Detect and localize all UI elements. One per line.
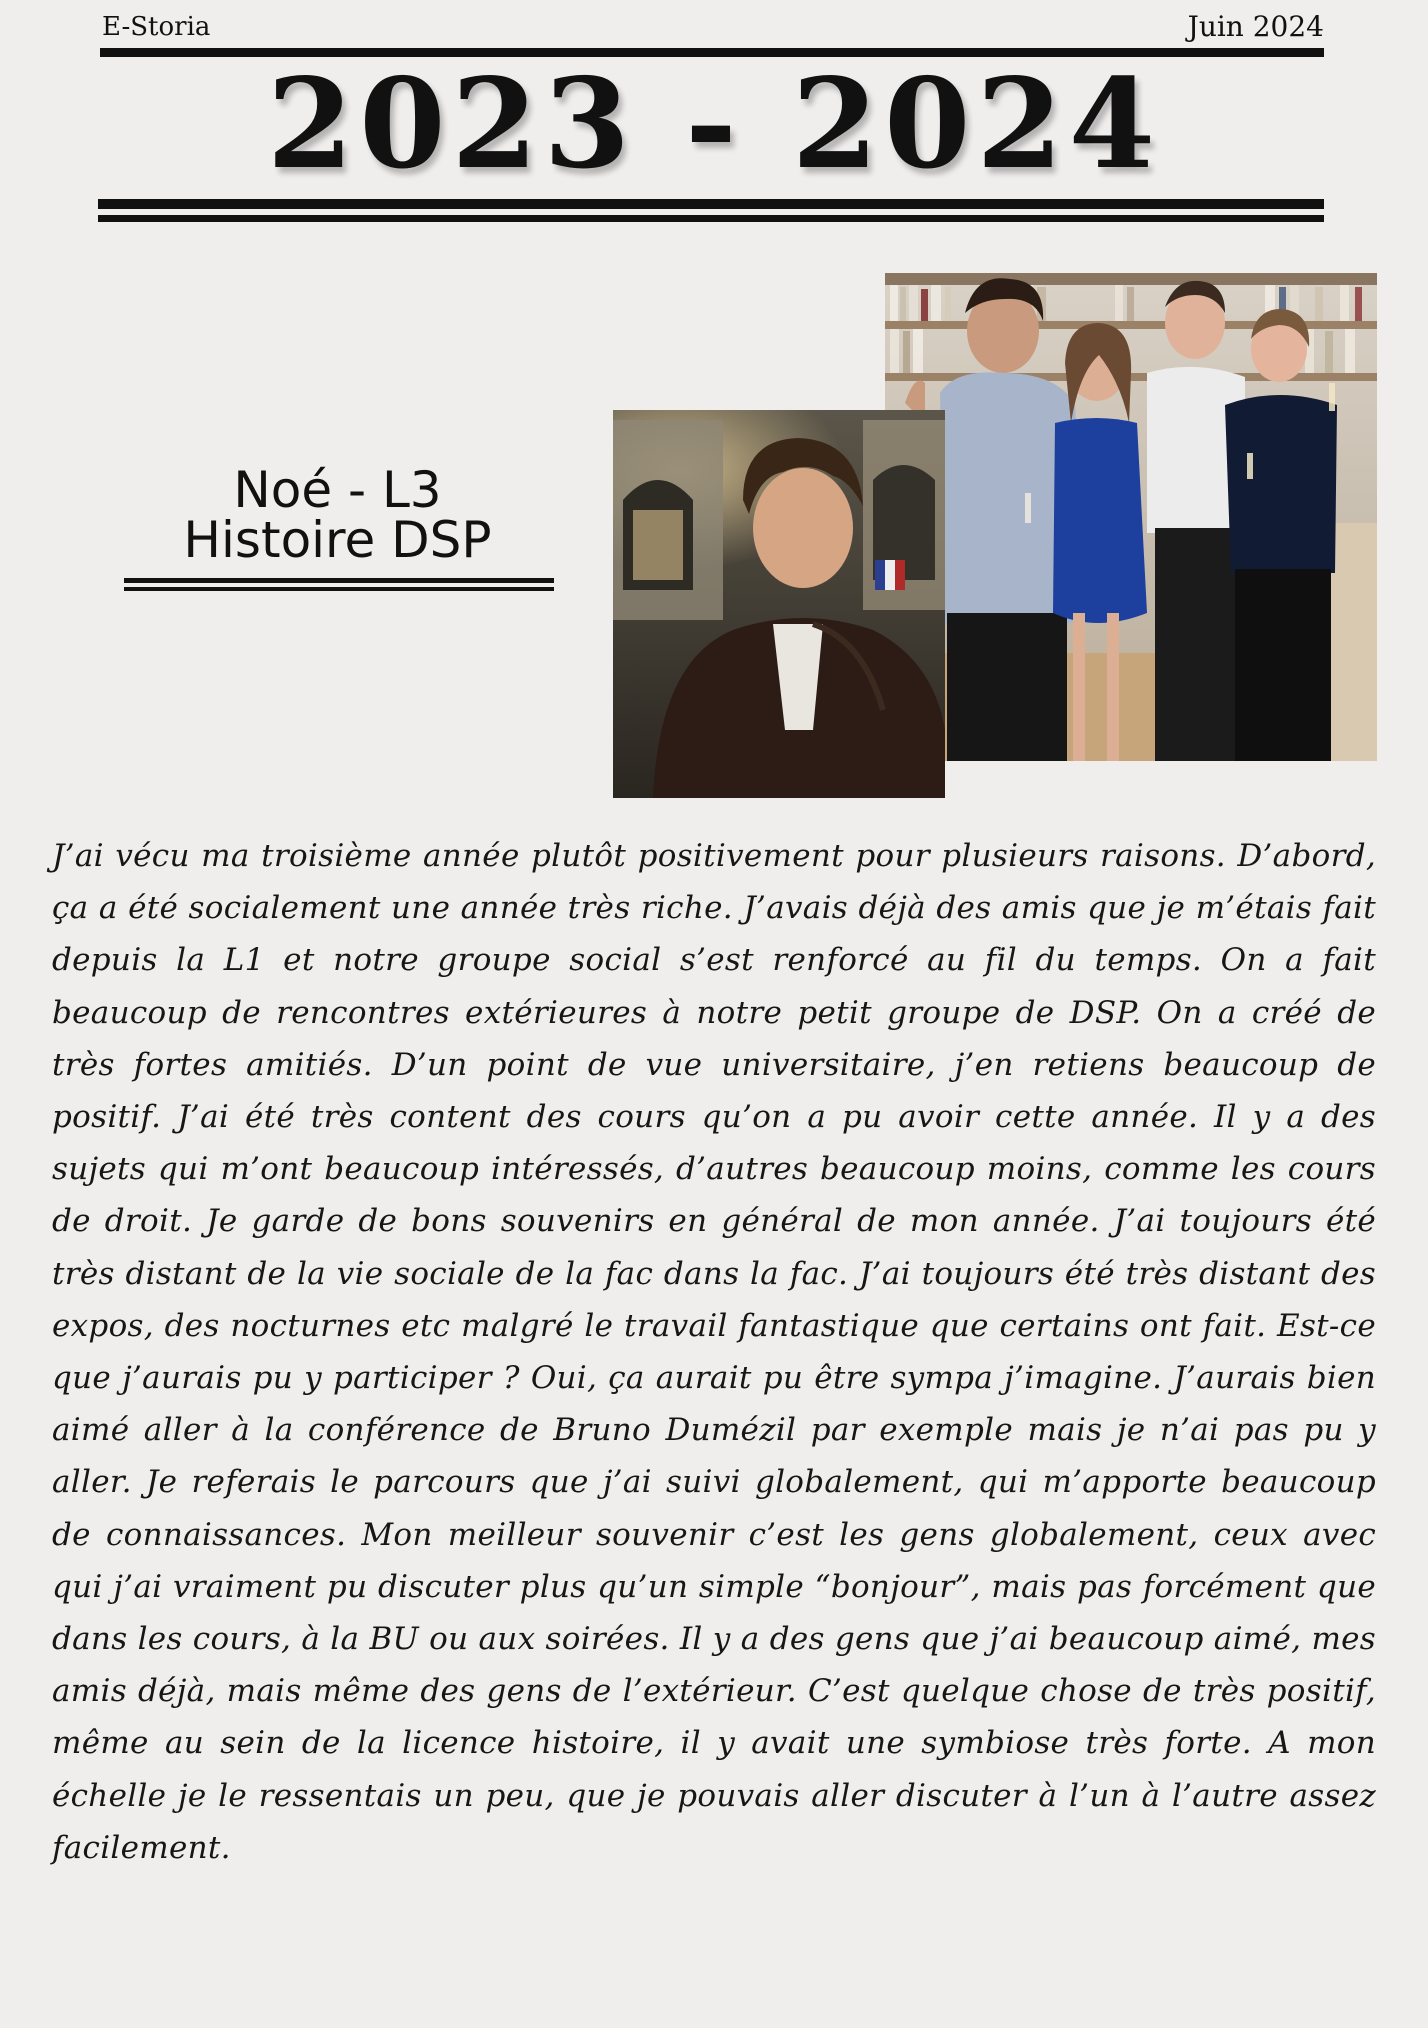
profile-name-line1: Noé - L3 (233, 461, 442, 519)
page-title: 2023 - 2024 (266, 52, 1162, 197)
portrait-photo-image (613, 410, 945, 798)
header-bottom-rule-thin (98, 215, 1324, 222)
group-photo-image (885, 273, 1377, 761)
header-bottom-rule (98, 199, 1324, 209)
article-body: J’ai vécu ma troisième année plutôt positivement pour plusieurs raisons. D’abord, ça a été socialement une année très riche. J’avais déjà des amis que je m’étais fait depuis la L1 et notre groupe social s’est renforcé au fil du temps. On a fait beaucoup de rencontres extérieures à notre petit groupe de DSP. On a créé de très fortes amitiés. D’un point de vue universitaire, j’en retiens beaucoup de positif. J’ai été très content des cours qu’on a pu avoir cette année. Il y a des sujets qui m’ont beaucoup intéressés, d’autres beaucoup moins, comme les cours de droit. Je garde de bons souvenirs en général de mon année. J’ai toujours été très distant de la vie sociale de la fac dans la fac. J’ai toujours été très distant des expos, des nocturnes etc malgré le travail fantastique que certains ont fait. Est-ce que j’aurais pu y participer ? Oui, ça aurait pu être sympa j’imagine. J’aurais bien aimé aller à la conférence de Bruno Dumézil par exemple mais je n’ai pas pu y aller. Je referais le parcours que j’ai suivi globalement, qui m’apporte beaucoup de connaissances. Mon meilleur souvenir c’est les gens globalement, ceux avec qui j’ai vraiment pu discuter plus qu’un simple “bonjour”, mais pas forcément que dans les cours, à la BU ou aux soirées. Il y a des gens que j’ai beaucoup aimé, mes amis déjà, mais même des gens de l’extérieur. C’est quelque chose de très positif, même au sein de la licence histoire, il y avait une symbiose très forte. A mon échelle je le ressentais un peu, que je pouvais aller discuter à l’un à l’autre assez facilement. (52, 838, 1376, 1866)
profile-underline (124, 578, 554, 583)
publication-name: E-Storia (102, 12, 211, 42)
portrait-photo (613, 410, 945, 798)
issue-date: Juin 2024 (1187, 10, 1324, 43)
profile-name-line2: Histoire DSP (183, 511, 492, 569)
group-photo (885, 273, 1377, 761)
profile-name (120, 461, 555, 569)
profile-underline-thin (124, 587, 554, 591)
